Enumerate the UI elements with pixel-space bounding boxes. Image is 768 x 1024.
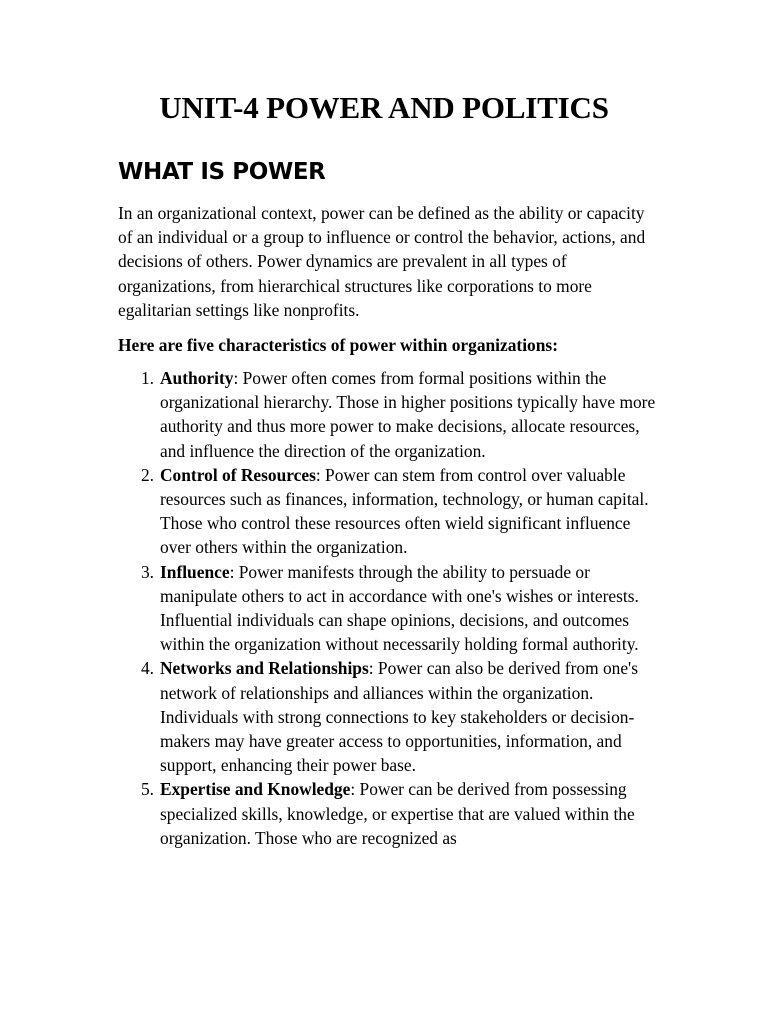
section-heading: WHAT IS POWER [118,159,326,185]
list-lead-text: Here are five characteristics of power within organizations: [118,335,558,355]
list-item-term: Influence [160,561,230,582]
list-item [118,463,658,560]
list-item-number: 3. [140,561,154,582]
list-item-text: : Power can also be derived from one's network of relationships and alliances within the organization. Individuals with strong connections to key stakeholders or decision-makers may have greater access to opportunities, information, and support, enhancing their power base. [160,658,638,776]
list-item-term: Control of Resources [160,464,316,485]
list-item-term: Networks and Relationships [160,658,369,679]
list-item [118,560,658,657]
list-item-term: Authority [160,368,234,388]
list-item-number: 4. [140,658,154,679]
list-item-number: 5. [140,779,154,800]
characteristics-list [118,366,658,850]
list-item-text: : Power often comes from formal positions within the organizational hierarchy. Those in higher positions typically have more authority and thus more power to make decisions, allocate resources, and influence the direction of the organization. [160,368,656,461]
list-item-number: 1. [140,368,154,388]
list-item-text: : Power can be derived from possessing specialized skills, knowledge, or expertise that are valued within the organization. Those who are recognized as [160,779,635,848]
intro-paragraph: In an organizational context, power can be defined as the ability or capacity of an individual or a group to influence or control the behavior, actions, and decisions of others. Power dynamics are prevalent in all types of organizations, from hierarchical structures like corporations to more egalitarian settings like nonprofits. [118,203,646,320]
document-title: UNIT-4 POWER AND POLITICS [159,90,609,125]
list-item-text: : Power manifests through the ability to persuade or manipulate others to act in accordance with one's wishes or interests. Influential individuals can shape opinions, decisions, and outcomes within the organization without necessarily holding formal authority. [160,561,639,655]
list-item-number: 2. [140,464,154,485]
list-item-term: Expertise and Knowledge [160,779,351,800]
list-item-text: : Power can stem from control over valuable resources such as finances, information, technology, or human capital. Those who control these resources often wield significant influence over others within the organization. [160,464,649,558]
list-item [118,366,658,463]
list-item [118,777,658,850]
list-item [118,656,658,777]
